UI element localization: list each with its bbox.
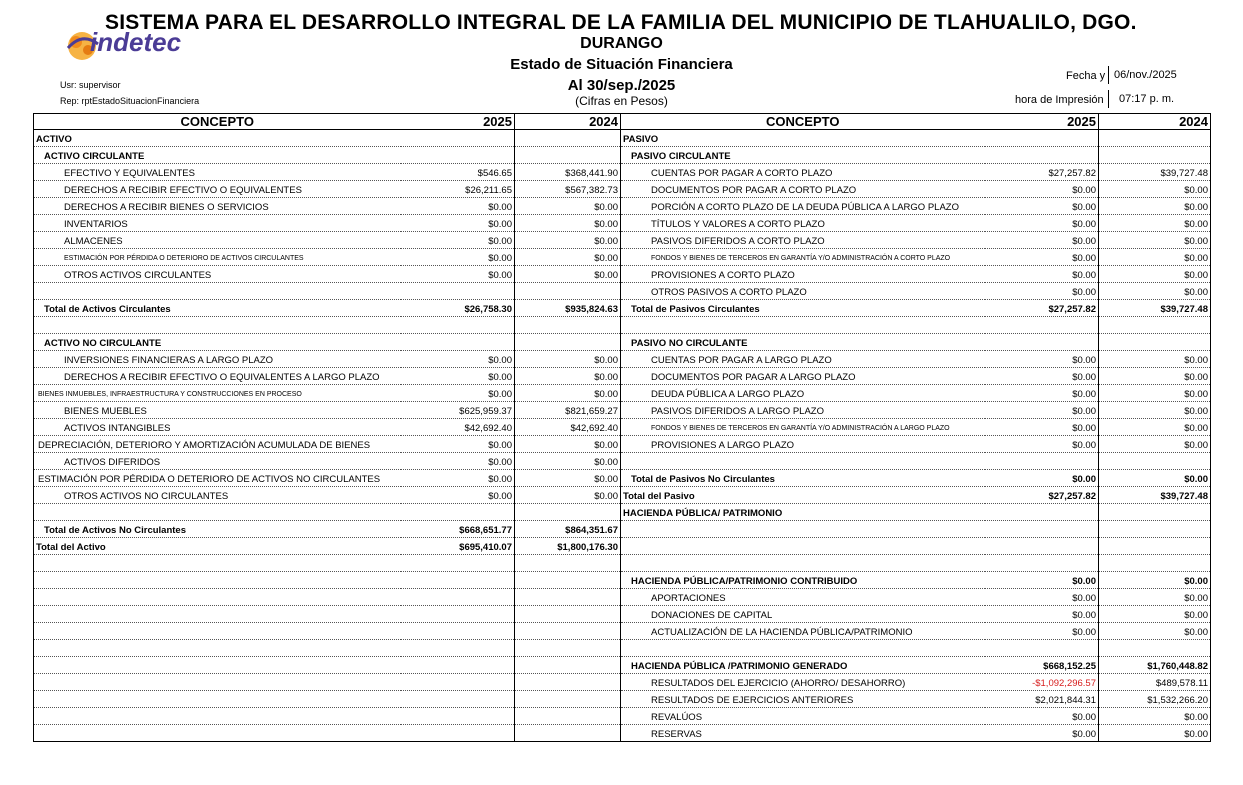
concept-label: Total del Pasivo — [621, 487, 985, 504]
table-row — [34, 691, 1211, 708]
value-2024: $0.00 — [1099, 436, 1211, 453]
blank-cell — [1099, 317, 1211, 334]
value-2025: $0.00 — [985, 572, 1099, 589]
value-2025: $0.00 — [985, 351, 1099, 368]
value-2025: $0.00 — [985, 436, 1099, 453]
blank-cell — [1099, 538, 1211, 555]
value-2024: $0.00 — [515, 215, 621, 232]
value-2024: $39,727.48 — [1099, 164, 1211, 181]
concept-label: TÍTULOS Y VALORES A CORTO PLAZO — [621, 215, 985, 232]
table-row — [34, 504, 1211, 521]
value-2024: $0.00 — [515, 487, 621, 504]
concept-label: ACTIVO CIRCULANTE — [34, 147, 401, 164]
org-title: SISTEMA PARA EL DESARROLLO INTEGRAL DE LA FAMILIA DEL MUNICIPIO DE TLAHUALILO, DGO. — [105, 11, 1137, 34]
table-row — [34, 606, 1211, 623]
blank-cell — [401, 623, 515, 640]
table-row — [34, 725, 1211, 742]
concept-label: OTROS ACTIVOS NO CIRCULANTES — [34, 487, 401, 504]
value-2025: $27,257.82 — [985, 487, 1099, 504]
table-row — [34, 453, 1211, 470]
concept-label: Total de Activos No Circulantes — [34, 521, 401, 538]
value-2025: $0.00 — [985, 589, 1099, 606]
value-2024: $1,532,266.20 — [1099, 691, 1211, 708]
value-2025: $0.00 — [985, 198, 1099, 215]
value-2024: $0.00 — [515, 436, 621, 453]
table-row — [34, 283, 1211, 300]
table-row — [34, 555, 1211, 572]
concept-label: RESULTADOS DEL EJERCICIO (AHORRO/ DESAHORRO) — [621, 674, 985, 691]
financial-statement-table — [33, 113, 1211, 742]
value-2024: $0.00 — [1099, 402, 1211, 419]
fecha-value: 06/nov./2025 — [1114, 69, 1177, 81]
blank-cell — [515, 572, 621, 589]
blank-cell — [401, 640, 515, 657]
value-2024: $0.00 — [1099, 266, 1211, 283]
blank-cell — [401, 725, 515, 742]
blank-cell — [985, 538, 1099, 555]
value-2025: $26,758.30 — [401, 300, 515, 317]
value-2024: $0.00 — [1099, 623, 1211, 640]
value-2025: $26,211.65 — [401, 181, 515, 198]
value-2024: $39,727.48 — [1099, 300, 1211, 317]
blank-cell — [515, 640, 621, 657]
table-row — [34, 402, 1211, 419]
concept-label: DEPRECIACIÓN, DETERIORO Y AMORTIZACIÓN ACUMULADA DE BIENES — [34, 436, 401, 453]
concept-label: ALMACENES — [34, 232, 401, 249]
table-row — [34, 164, 1211, 181]
concept-label: FONDOS Y BIENES DE TERCEROS EN GARANTÍA Y/O ADMINISTRACIÓN A CORTO PLAZO — [621, 249, 985, 266]
table-row — [34, 266, 1211, 283]
value-2025: $27,257.82 — [985, 164, 1099, 181]
value-2024: $0.00 — [1099, 708, 1211, 725]
col-2025-left: 2025 — [401, 114, 515, 130]
value-2024: $821,659.27 — [515, 402, 621, 419]
hora-label: hora de Impresión — [1015, 94, 1104, 106]
blank-cell — [621, 640, 985, 657]
value-2025: $0.00 — [401, 368, 515, 385]
value-2025: $0.00 — [985, 368, 1099, 385]
blank-cell — [515, 657, 621, 674]
concept-label: HACIENDA PÚBLICA /PATRIMONIO GENERADO — [621, 657, 985, 674]
value-2024: $0.00 — [1099, 368, 1211, 385]
value-2024: $0.00 — [1099, 181, 1211, 198]
concept-label: Total de Pasivos No Circulantes — [621, 470, 985, 487]
col-concepto-right: CONCEPTO — [621, 114, 985, 130]
blank-cell — [515, 283, 621, 300]
blank-cell — [985, 317, 1099, 334]
report-period: Al 30/sep./2025 — [567, 77, 676, 94]
blank-cell — [985, 555, 1099, 572]
concept-label: HACIENDA PÚBLICA/PATRIMONIO CONTRIBUIDO — [621, 572, 985, 589]
value-2025: $0.00 — [401, 215, 515, 232]
concept-label: ACTUALIZACIÓN DE LA HACIENDA PÚBLICA/PATRIMONIO — [621, 623, 985, 640]
concept-label: DEUDA PÚBLICA A LARGO PLAZO — [621, 385, 985, 402]
value-2024: $0.00 — [515, 470, 621, 487]
value-2025: $0.00 — [401, 470, 515, 487]
value-2025: $0.00 — [985, 232, 1099, 249]
blank-cell — [401, 657, 515, 674]
value-2024: $42,692.40 — [515, 419, 621, 436]
concept-label: OTROS ACTIVOS CIRCULANTES — [34, 266, 401, 283]
table-header — [34, 114, 1211, 130]
value-2024: $0.00 — [1099, 725, 1211, 742]
value-2024: $1,800,176.30 — [515, 538, 621, 555]
concept-label: EFECTIVO Y EQUIVALENTES — [34, 164, 401, 181]
blank-cell — [621, 317, 985, 334]
blank-cell — [515, 623, 621, 640]
table-row — [34, 334, 1211, 351]
blank-cell — [985, 453, 1099, 470]
concept-label: PASIVO CIRCULANTE — [621, 147, 985, 164]
blank-cell — [515, 674, 621, 691]
concept-label: APORTACIONES — [621, 589, 985, 606]
concept-label: ACTIVO — [34, 130, 401, 147]
blank-cell — [34, 606, 401, 623]
value-2024: $567,382.73 — [515, 181, 621, 198]
blank-cell — [34, 504, 401, 521]
value-2025: $0.00 — [985, 283, 1099, 300]
value-2025: $0.00 — [985, 725, 1099, 742]
currency-note: (Cifras en Pesos) — [575, 94, 668, 108]
value-2024: $1,760,448.82 — [1099, 657, 1211, 674]
value-2025: $0.00 — [985, 623, 1099, 640]
value-2024: $0.00 — [1099, 572, 1211, 589]
fecha-divider — [1108, 66, 1109, 84]
value-2025: $42,692.40 — [401, 419, 515, 436]
value-2025: $0.00 — [401, 266, 515, 283]
concept-label: DERECHOS A RECIBIR EFECTIVO O EQUIVALENTES A LARGO PLAZO — [34, 368, 401, 385]
blank-cell — [34, 657, 401, 674]
value-2025: $0.00 — [401, 436, 515, 453]
blank-cell — [621, 453, 985, 470]
blank-cell — [515, 504, 621, 521]
blank-cell — [515, 555, 621, 572]
blank-cell — [34, 691, 401, 708]
blank-cell — [401, 708, 515, 725]
table-row — [34, 487, 1211, 504]
blank-cell — [985, 521, 1099, 538]
blank-cell — [515, 691, 621, 708]
blank-cell — [34, 623, 401, 640]
value-2024: $39,727.48 — [1099, 487, 1211, 504]
table-row — [34, 232, 1211, 249]
table-row — [34, 351, 1211, 368]
table-row — [34, 708, 1211, 725]
blank-cell — [1099, 453, 1211, 470]
value-2025: $0.00 — [985, 419, 1099, 436]
blank-cell — [515, 708, 621, 725]
value-2024: $489,578.11 — [1099, 674, 1211, 691]
value-2024: $0.00 — [1099, 351, 1211, 368]
concept-label: FONDOS Y BIENES DE TERCEROS EN GARANTÍA Y/O ADMINISTRACIÓN A LARGO PLAZO — [621, 419, 985, 436]
table-row — [34, 470, 1211, 487]
table-row — [34, 538, 1211, 555]
blank-cell — [34, 555, 401, 572]
value-2025: $0.00 — [985, 708, 1099, 725]
table-row — [34, 521, 1211, 538]
value-2024: $864,351.67 — [515, 521, 621, 538]
value-2024: $0.00 — [515, 385, 621, 402]
value-2024: $0.00 — [515, 249, 621, 266]
hora-value: 07:17 p. m. — [1119, 93, 1175, 105]
concept-label: DONACIONES DE CAPITAL — [621, 606, 985, 623]
blank-cell — [1099, 640, 1211, 657]
concept-label: BIENES MUEBLES — [34, 402, 401, 419]
value-2025: $695,410.07 — [401, 538, 515, 555]
value-2024: $0.00 — [515, 368, 621, 385]
value-2024: $0.00 — [515, 232, 621, 249]
blank-cell — [34, 725, 401, 742]
concept-label: Total de Activos Circulantes — [34, 300, 401, 317]
value-2025: $0.00 — [401, 249, 515, 266]
blank-cell — [401, 283, 515, 300]
concept-label: ESTIMACIÓN POR PÉRDIDA O DETERIORO DE ACTIVOS CIRCULANTES — [34, 249, 401, 266]
col-concepto-left: CONCEPTO — [34, 114, 401, 130]
concept-label: DERECHOS A RECIBIR BIENES O SERVICIOS — [34, 198, 401, 215]
blank-cell — [401, 589, 515, 606]
blank-cell — [1099, 555, 1211, 572]
concept-label: HACIENDA PÚBLICA/ PATRIMONIO — [621, 504, 985, 521]
value-2024: $0.00 — [1099, 249, 1211, 266]
table-row — [34, 572, 1211, 589]
blank-cell — [515, 606, 621, 623]
blank-cell — [621, 538, 985, 555]
value-2024: $0.00 — [1099, 589, 1211, 606]
value-2025: $0.00 — [985, 249, 1099, 266]
user-label: Usr: supervisor — [60, 80, 121, 90]
value-2024: $0.00 — [1099, 232, 1211, 249]
table-row — [34, 385, 1211, 402]
concept-label: DOCUMENTOS POR PAGAR A CORTO PLAZO — [621, 181, 985, 198]
concept-label: PORCIÓN A CORTO PLAZO DE LA DEUDA PÚBLICA A LARGO PLAZO — [621, 198, 985, 215]
table-row — [34, 300, 1211, 317]
table-row — [34, 249, 1211, 266]
table-row — [34, 640, 1211, 657]
table-row — [34, 436, 1211, 453]
value-2025: $0.00 — [985, 385, 1099, 402]
blank-cell — [401, 555, 515, 572]
value-2024: $368,441.90 — [515, 164, 621, 181]
col-2024-left: 2024 — [515, 114, 621, 130]
concept-label: DOCUMENTOS POR PAGAR A LARGO PLAZO — [621, 368, 985, 385]
value-2025: $0.00 — [401, 198, 515, 215]
blank-cell — [401, 691, 515, 708]
concept-label: REVALÚOS — [621, 708, 985, 725]
value-2025: $2,021,844.31 — [985, 691, 1099, 708]
blank-cell — [34, 589, 401, 606]
value-2024: $0.00 — [1099, 283, 1211, 300]
table-row — [34, 657, 1211, 674]
concept-label: ACTIVOS INTANGIBLES — [34, 419, 401, 436]
value-2024: $935,824.63 — [515, 300, 621, 317]
blank-cell — [401, 572, 515, 589]
value-2024: $0.00 — [515, 198, 621, 215]
blank-cell — [621, 555, 985, 572]
blank-cell — [34, 708, 401, 725]
table-row — [34, 368, 1211, 385]
table-row — [34, 181, 1211, 198]
value-2025: $625,959.37 — [401, 402, 515, 419]
value-2025: $0.00 — [985, 606, 1099, 623]
concept-label: ACTIVO NO CIRCULANTE — [34, 334, 401, 351]
value-2025: -$1,092,296.57 — [985, 674, 1099, 691]
logo-text: indetec — [90, 27, 182, 57]
value-2025: $27,257.82 — [985, 300, 1099, 317]
concept-label: BIENES INMUEBLES, INFRAESTRUCTURA Y CONSTRUCCIONES EN PROCESO — [34, 385, 401, 402]
concept-label: CUENTAS POR PAGAR A CORTO PLAZO — [621, 164, 985, 181]
concept-label: CUENTAS POR PAGAR A LARGO PLAZO — [621, 351, 985, 368]
state-name: DURANGO — [580, 35, 663, 52]
value-2025: $0.00 — [985, 266, 1099, 283]
value-2024: $0.00 — [515, 351, 621, 368]
table-row — [34, 674, 1211, 691]
value-2025: $0.00 — [985, 215, 1099, 232]
concept-label: INVERSIONES FINANCIERAS A LARGO PLAZO — [34, 351, 401, 368]
table-row — [34, 317, 1211, 334]
blank-cell — [34, 572, 401, 589]
value-2024: $0.00 — [515, 266, 621, 283]
concept-label: RESERVAS — [621, 725, 985, 742]
blank-cell — [401, 504, 515, 521]
value-2025: $0.00 — [401, 351, 515, 368]
table-row — [34, 589, 1211, 606]
value-2025: $0.00 — [985, 402, 1099, 419]
col-2025-right: 2025 — [985, 114, 1099, 130]
blank-cell — [985, 640, 1099, 657]
blank-cell — [621, 521, 985, 538]
concept-label: Total del Activo — [34, 538, 401, 555]
blank-cell — [401, 317, 515, 334]
col-2024-right: 2024 — [1099, 114, 1211, 130]
table-row — [34, 215, 1211, 232]
blank-cell — [34, 317, 401, 334]
value-2025: $0.00 — [401, 385, 515, 402]
concept-label: DERECHOS A RECIBIR EFECTIVO O EQUIVALENTES — [34, 181, 401, 198]
concept-label: PROVISIONES A CORTO PLAZO — [621, 266, 985, 283]
report-title: Estado de Situación Financiera — [510, 56, 733, 73]
blank-cell — [34, 674, 401, 691]
concept-label: INVENTARIOS — [34, 215, 401, 232]
value-2025: $546.65 — [401, 164, 515, 181]
concept-label: ACTIVOS DIFERIDOS — [34, 453, 401, 470]
concept-label: PASIVOS DIFERIDOS A LARGO PLAZO — [621, 402, 985, 419]
concept-label: PASIVO — [621, 130, 985, 147]
table-row — [34, 623, 1211, 640]
blank-cell — [1099, 521, 1211, 538]
table-row — [34, 130, 1211, 147]
value-2025: $0.00 — [985, 181, 1099, 198]
table-row — [34, 147, 1211, 164]
value-2024: $0.00 — [1099, 198, 1211, 215]
concept-label: ESTIMACIÓN POR PÉRDIDA O DETERIORO DE ACTIVOS NO CIRCULANTES — [34, 470, 401, 487]
concept-label: PROVISIONES A LARGO PLAZO — [621, 436, 985, 453]
value-2025: $0.00 — [401, 232, 515, 249]
concept-label: RESULTADOS DE EJERCICIOS ANTERIORES — [621, 691, 985, 708]
value-2024: $0.00 — [515, 453, 621, 470]
report-name: Rep: rptEstadoSituacionFinanciera — [60, 96, 200, 106]
blank-cell — [515, 317, 621, 334]
concept-label: PASIVO NO CIRCULANTE — [621, 334, 985, 351]
table-row — [34, 198, 1211, 215]
hora-divider — [1108, 90, 1109, 108]
value-2024: $0.00 — [1099, 606, 1211, 623]
value-2025: $668,651.77 — [401, 521, 515, 538]
value-2025: $0.00 — [985, 470, 1099, 487]
value-2025: $0.00 — [401, 487, 515, 504]
blank-cell — [401, 606, 515, 623]
blank-cell — [515, 589, 621, 606]
concept-label: Total de Pasivos Circulantes — [621, 300, 985, 317]
blank-cell — [34, 283, 401, 300]
blank-cell — [401, 674, 515, 691]
table-row — [34, 419, 1211, 436]
value-2024: $0.00 — [1099, 385, 1211, 402]
blank-cell — [34, 640, 401, 657]
value-2024: $0.00 — [1099, 419, 1211, 436]
value-2025: $668,152.25 — [985, 657, 1099, 674]
concept-label: PASIVOS DIFERIDOS A CORTO PLAZO — [621, 232, 985, 249]
fecha-label: Fecha y — [1066, 70, 1106, 82]
value-2024: $0.00 — [1099, 470, 1211, 487]
value-2024: $0.00 — [1099, 215, 1211, 232]
concept-label: OTROS PASIVOS A CORTO PLAZO — [621, 283, 985, 300]
blank-cell — [515, 725, 621, 742]
value-2025: $0.00 — [401, 453, 515, 470]
